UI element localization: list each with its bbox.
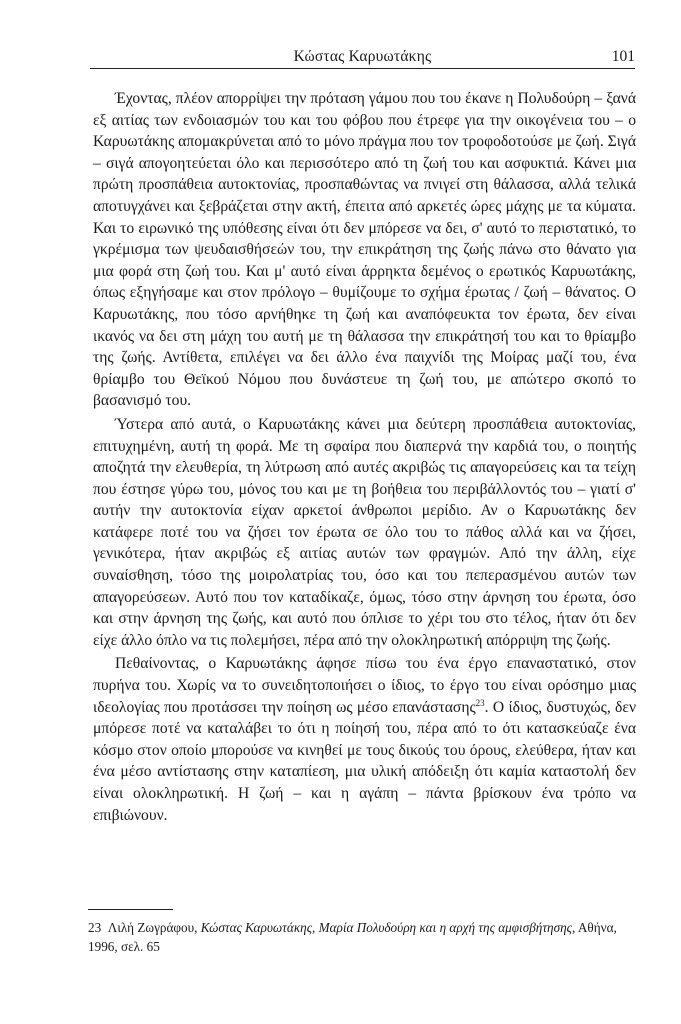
page-number: 101 — [611, 48, 635, 65]
footnote-rule — [88, 909, 173, 910]
paragraph-1: Έχοντας, πλέον απορρίψει την πρόταση γάμου που του έκανε η Πολυδούρη – ξανά εξ αιτίας των ενδοιασμών του και του φόβου που έτρεφε για την οικογένεια του – ο Καρυωτάκης απομακρύνεται από το μόνο πράγμα που τον τροφοδοτούσε με ζωή. Σιγά – σιγά απογοητεύεται όλο και περισσότερο από τη ζωή του και ασφυκτιά. Κάνει μια πρώτη προσπάθεια αυτοκτονίας, προσπαθώντας να πνιγεί στη θάλασσα, αλλά τελικά αποτυγχάνει και ξεβράζεται στην ακτή, έπειτα από αρκετές ώρες μάχης με τα κύματα. Και το ειρωνικό της υπόθεσης είναι ότι δεν μπόρεσε να δει, σ' αυτό το περιστατικό, το γκρέμισμα των ψευδαισθήσεών του, την επικράτηση της ζωής πάνω στο θάνατο για μια φορά στη ζωή του. Και μ' αυτό είναι άρρηκτα δεμένος ο ερωτικός Καρυωτάκης, όπως εξηγήσαμε και στον πρόλογο – θυμίζουμε το σχήμα έρωτας / ζωή – θάνατος. Ο Καρυωτάκης, που τόσο αρνήθηκε τη ζωή και αναπόφευκτα τον έρωτα, δεν είναι ικανός να δει στη μάχη του αυτή με τη θάλασσα την επικράτησή του και το θρίαμβο της ζωής. Αντίθετα, επιλέγει να δει άλλο ένα παιχνίδι της Μοίρας μαζί του, ένα θρίαμβο του Θεϊκού Νόμου που δυνάστευε τη ζωή του, με απώτερο σκοπό το βασανισμό του. — [93, 90, 636, 410]
running-title: Κώστας Καρυωτάκης — [293, 48, 432, 65]
footnote-number: 23 — [88, 920, 102, 935]
paragraph-2: Ύστερα από αυτά, ο Καρυωτάκης κάνει μια δεύτερη προσπάθεια αυτοκτονίας, επιτυχημένη, αυτή τη φορά. Με τη σφαίρα που διαπερνά την καρδιά του, ο ποιητής αποζητά την ελευθερία, τη λύτρωση από αυτές ακριβώς τις απαγορεύσεις και τα τείχη που έστησε γύρω του, μόνος του και με τη βοήθεια του περιβάλλοντός του – γιατί σ' αυτήν την αυτοκτονία είχαν αρκετοί άνθρωποι μερίδιο. Αν ο Καρυωτάκης δεν κατάφερε ποτέ του να ζήσει τον έρωτα σε όλο του το πάθος αλλά και να ζήσει, γενικότερα, ήταν ακριβώς εξ αιτίας αυτών των φραγμών. Από την άλλη, είχε συναίσθηση, τόσο της μοιρολατρίας του, όσο και του πεπερασμένου αυτών των απαγορεύσεων. Αυτό που τον καταδίκαζε, όμως, τόσο στην άρνηση του έρωτα, όσο και στην άρνηση της ζωής, και αυτό που όπλισε το χέρι του στο τέλος, ήταν ότι δεν είχε άλλο όπλο να τις πολεμήσει, πέρα από την ολοκληρωτική απόρριψη της ζωής. — [93, 415, 636, 649]
paragraph-3 — [93, 653, 636, 826]
footnote-title: Κώστας Καρυωτάκης, Μαρία Πολυδούρη και η αρχή της αμφισβήτησης — [200, 920, 572, 935]
paragraph-3-text-end: . Ο ίδιος, δυστυχώς, δεν μπόρεσε ποτέ να καταλάβει το ότι η ποίησή του, πέρα από το ότι κατασκεύαζε ένα κόσμο στον οποίο μπορούσε να κινηθεί με τους δικούς του όρους, ελεύθερα, ήταν και ένα μέσο αντίστασης στην καταπίεση, μια υλική απόδειξη ότι καμία καταστολή δεν είναι ολοκληρωτική. Η ζωή – και η αγάπη – πάντα βρίσκουν ένα τρόπο να επιβιώνουν. — [93, 698, 637, 824]
footnote-publication: , Αθήνα, 1996, σελ. 65 — [88, 920, 617, 954]
footnote-reference[interactable]: 23 — [475, 697, 485, 708]
header-rule — [90, 68, 635, 69]
footnote-author: Λιλή Ζωγράφου, — [107, 920, 198, 935]
paragraph-3-text-start: Πεθαίνοντας, ο Καρυωτάκης άφησε πίσω του ένα έργο επαναστατικό, στον πυρήνα του. Χωρίς να το συνειδητοποιήσει ο ίδιος, το έργο του είναι ορόσημο μιας ιδεολογίας που προτάσσει την ποίηση ως μέσο επανάστασης — [93, 655, 636, 716]
running-head — [90, 40, 635, 64]
body-text — [93, 88, 636, 826]
footnote — [88, 919, 636, 956]
